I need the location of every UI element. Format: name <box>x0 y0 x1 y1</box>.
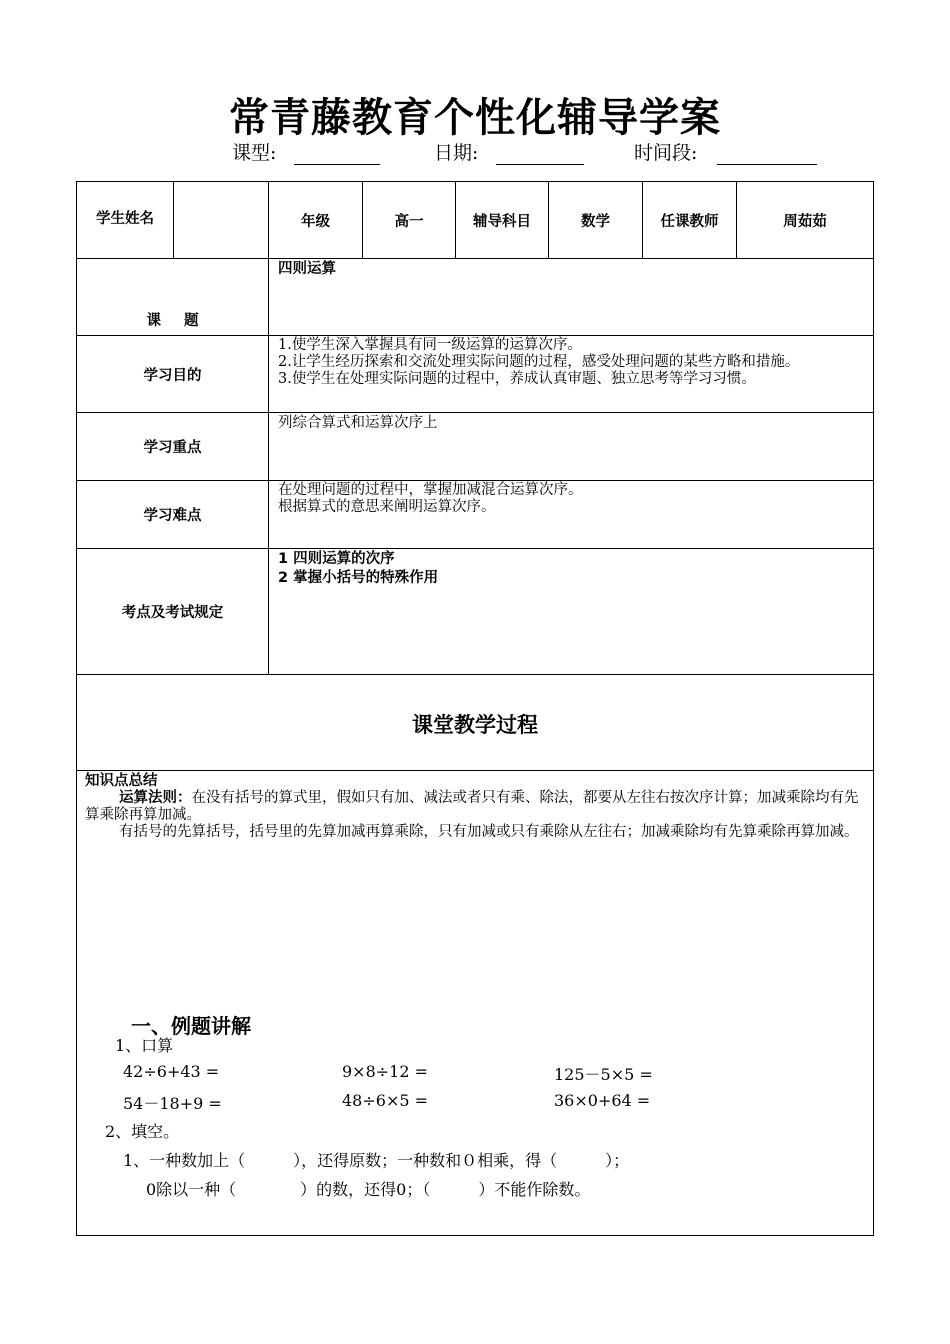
time-label: 时间段: <box>634 142 698 164</box>
rule-paragraph <box>85 790 870 824</box>
student-name-value[interactable] <box>174 182 268 258</box>
oral-item: 54－18+9 = <box>123 1094 222 1113</box>
student-name-label: 学生姓名 <box>96 211 154 227</box>
course-type-field <box>232 138 380 165</box>
teacher-label: 任课教师 <box>660 213 719 230</box>
teacher-value: 周茹茹 <box>783 213 827 230</box>
date-field <box>434 138 584 165</box>
grade-label: 年级 <box>301 213 330 230</box>
exam-point-item: 1 四则运算的次序 <box>278 551 395 567</box>
document-title: 常青藤教育个性化辅导学案 <box>229 95 721 141</box>
oral-item: 48÷6×5 = <box>342 1091 429 1110</box>
oral-item: 42÷6+43 = <box>123 1062 220 1081</box>
topic-value: 四则运算 <box>278 261 336 277</box>
key-points-value: 列综合算式和运算次序上 <box>278 415 438 431</box>
rule-paragraph-2: 有括号的先算括号，括号里的先算加减再算乘除，只有加减或只有乘除从左往右；加减乘除均有先算乘除再算加减。 <box>119 824 859 840</box>
fill-line: 0除以一种（ ）的数，还得0；（ ）不能作除数。 <box>146 1180 591 1199</box>
oral-item: 36×0+64 = <box>554 1091 651 1110</box>
goal-item: 1.使学生深入掌握具有同一级运算的运算次序。 <box>278 337 582 353</box>
topic-label: 课 题 <box>146 313 199 329</box>
goals-label: 学习目的 <box>143 367 202 384</box>
oral-item: 125－5×5 = <box>554 1065 653 1084</box>
goal-item: 2.让学生经历探索和交流处理实际问题的过程，感受处理问题的某些方略和措施。 <box>278 354 800 370</box>
difficulties-label: 学习难点 <box>143 508 202 524</box>
key-points-label: 学习重点 <box>143 440 202 456</box>
subject-label: 辅导科目 <box>473 213 531 230</box>
process-heading: 课堂教学过程 <box>412 713 538 737</box>
oral-title: 1、口算 <box>115 1036 174 1055</box>
date-label: 日期: <box>434 142 479 164</box>
rule-label: 运算法则： <box>119 790 192 806</box>
difficulty-item: 在处理问题的过程中，掌握加减混合运算次序。 <box>278 482 583 498</box>
knowledge-summary <box>85 773 870 841</box>
course-type-blank[interactable] <box>294 146 380 165</box>
difficulty-item: 根据算式的意思来阐明运算次序。 <box>278 499 496 515</box>
time-field <box>634 138 817 165</box>
summary-title: 知识点总结 <box>85 773 158 789</box>
difficulties-list <box>278 482 583 516</box>
goal-item: 3.使学生在处理实际问题的过程中，养成认真审题、独立思考等学习习惯。 <box>278 371 756 387</box>
goals-list <box>278 337 868 388</box>
table-rule <box>76 770 874 771</box>
fill-title: 2、填空。 <box>105 1122 180 1141</box>
table-border-bottom <box>76 1235 874 1236</box>
date-blank[interactable] <box>496 146 584 165</box>
oral-item: 9×8÷12 = <box>342 1062 429 1081</box>
table-rule <box>76 674 874 675</box>
fill-line: 1、一种数加上（ ），还得原数；一种数和０相乘，得（ ）； <box>123 1151 630 1170</box>
grade-value: 高一 <box>394 213 424 230</box>
exam-label: 考点及考试规定 <box>121 605 224 621</box>
exam-point-item: 2 掌握小括号的特殊作用 <box>278 570 439 586</box>
section-title: 一、例题讲解 <box>131 1014 251 1038</box>
time-blank[interactable] <box>717 146 817 165</box>
rule-text: 在没有括号的算式里，假如只有加、减法或者只有乘、除法，都要从左往右按次序计算；加减乘除均有先算乘除再算加减。 <box>85 790 859 823</box>
exam-points-list <box>278 550 438 588</box>
course-type-label: 课型: <box>232 142 277 164</box>
subject-value: 数学 <box>581 213 610 230</box>
table-rule <box>76 258 874 259</box>
